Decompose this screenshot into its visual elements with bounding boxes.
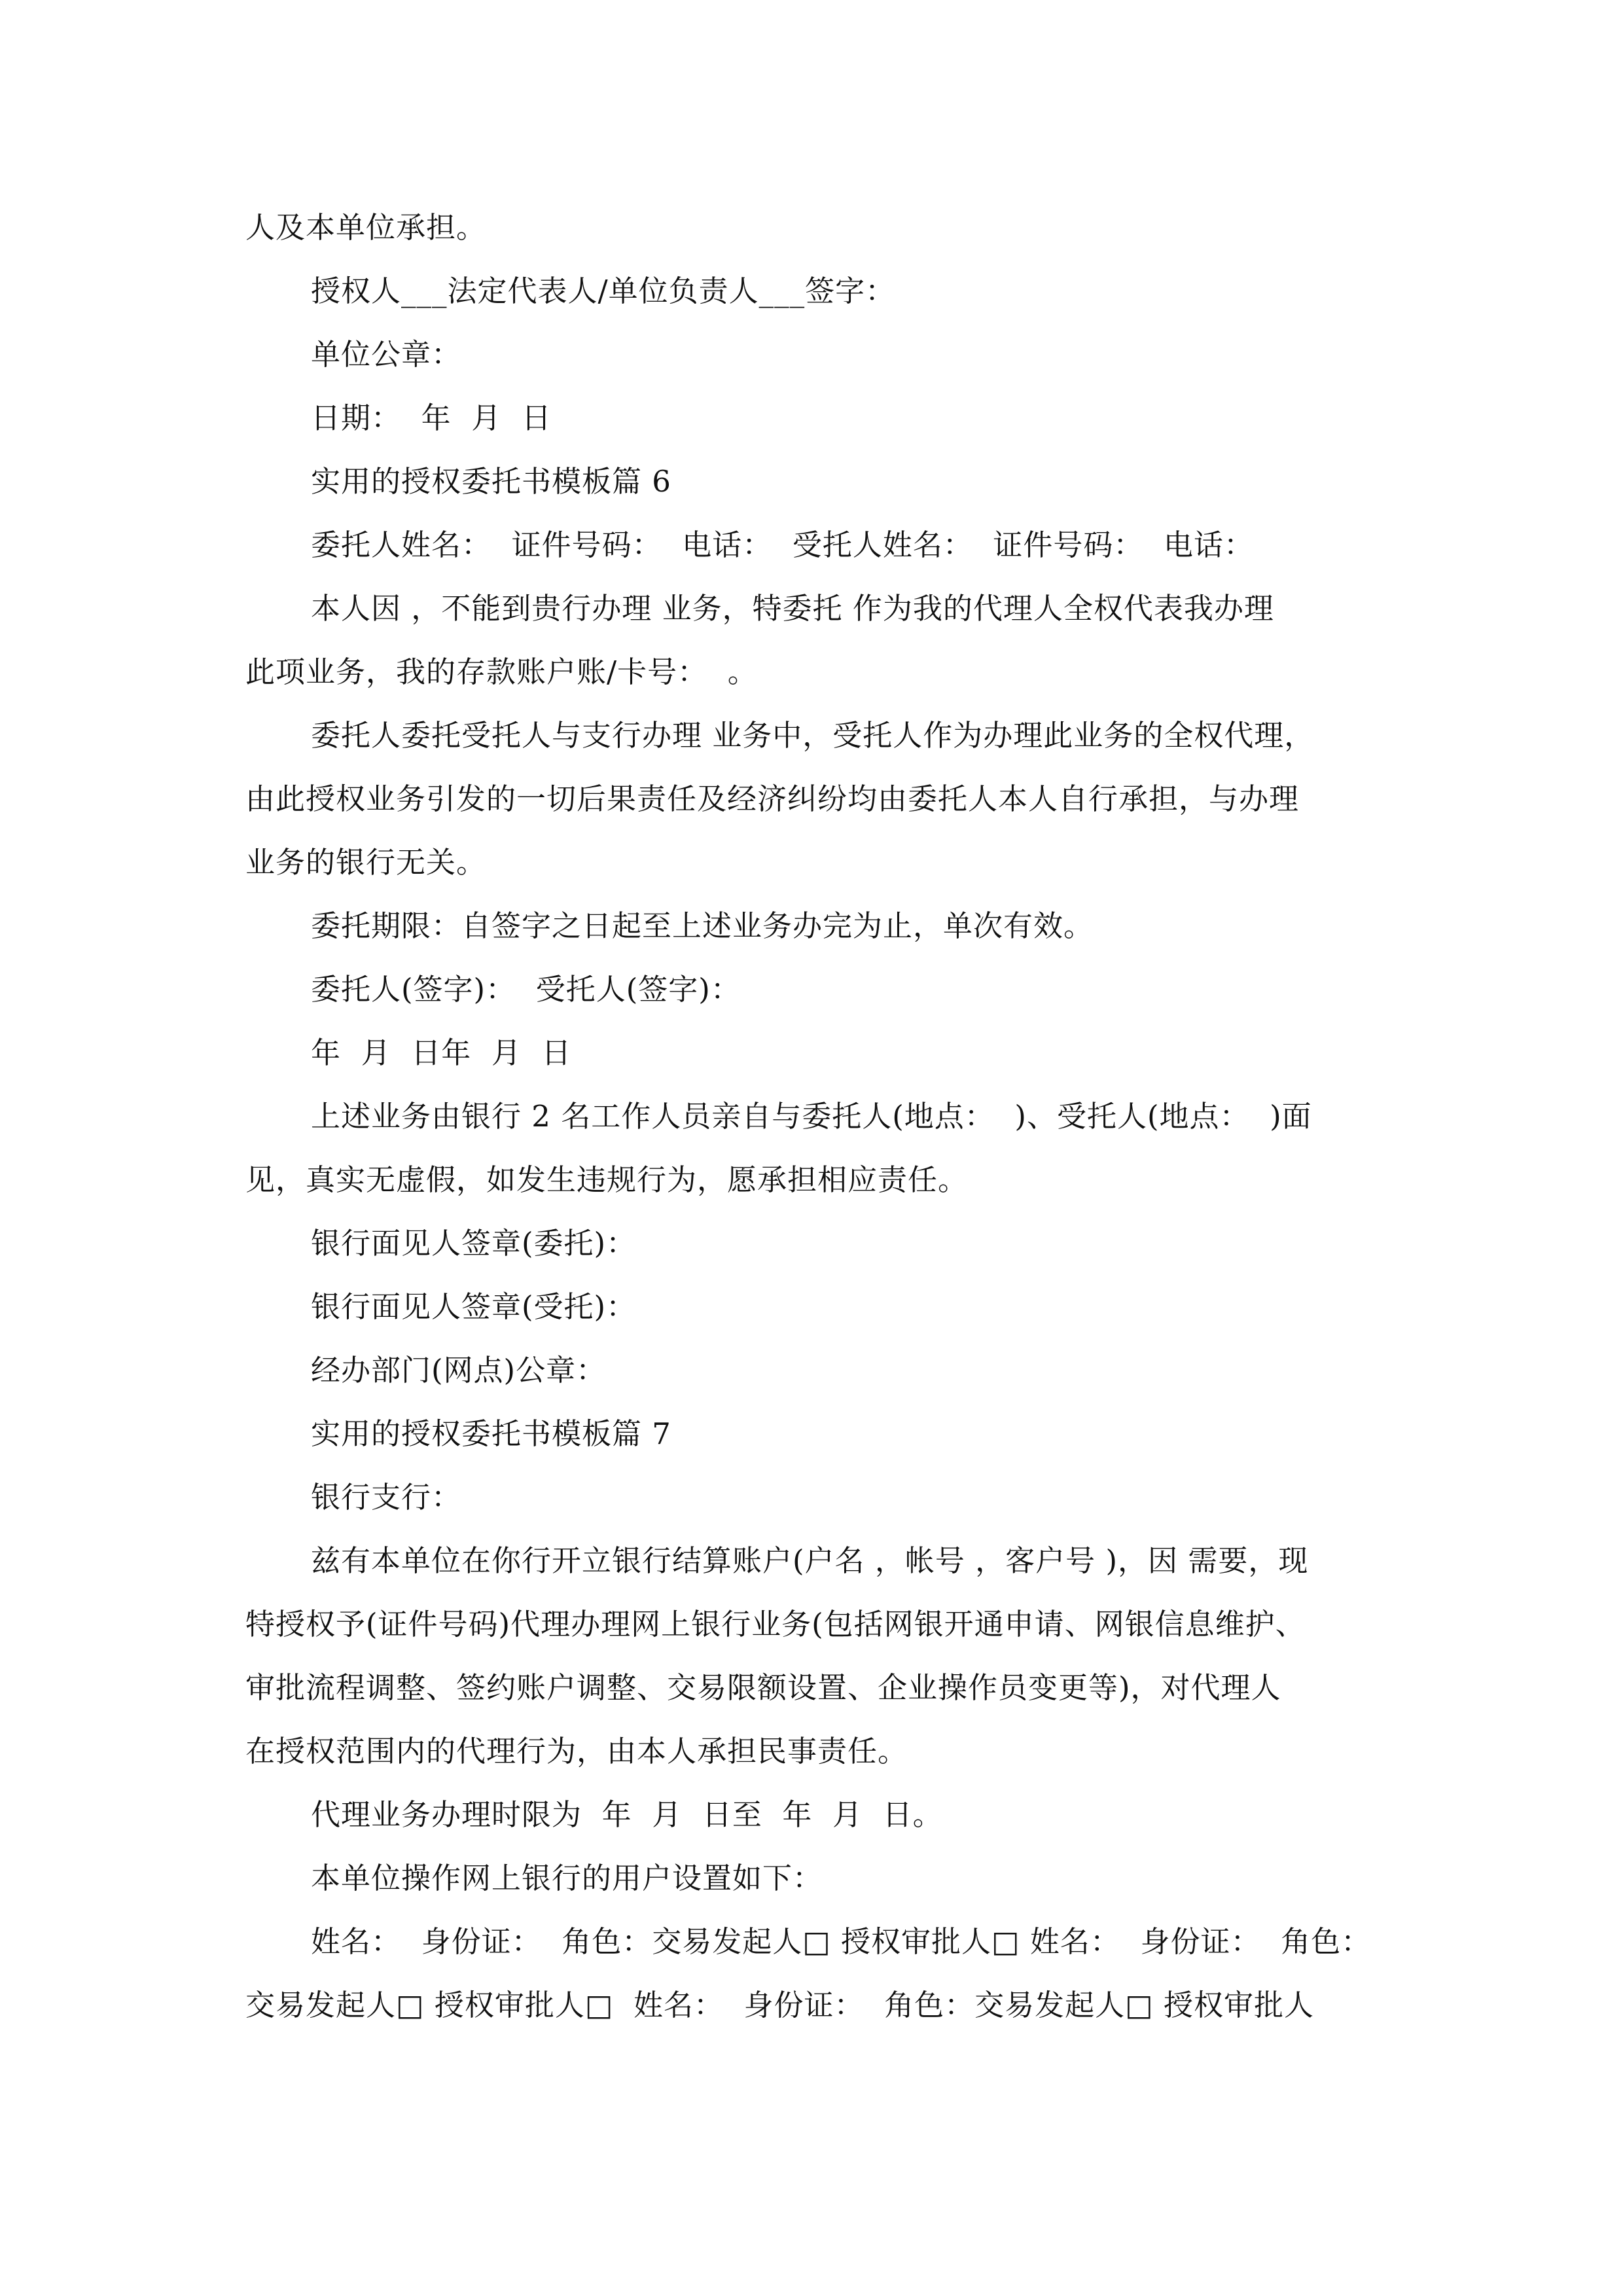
- text-line: 委托人姓名： 证件号码： 电话： 受托人姓名： 证件号码： 电话：: [311, 528, 1255, 562]
- text-line: 本单位操作网上银行的用户设置如下：: [311, 1861, 823, 1895]
- text-line: 单位公章：: [311, 337, 462, 372]
- text-line: 姓名： 身份证： 角色：交易发起人□ 授权审批人□ 姓名： 身份证： 角色：: [311, 1924, 1372, 1959]
- text-line: 业务的银行无关。: [245, 845, 487, 880]
- text-line: 银行支行：: [311, 1480, 462, 1515]
- section-heading: 实用的授权委托书模板篇 6: [311, 464, 671, 499]
- text-line: 委托人(签字)： 受托人(签字)：: [311, 972, 741, 1007]
- text-line: 兹有本单位在你行开立银行结算账户(户名 ，帐号 ，客户号 )，因 需要，现: [311, 1543, 1309, 1578]
- text-line: 银行面见人签章(委托)：: [311, 1226, 637, 1261]
- text-line: 委托人委托受托人与支行办理 业务中，受托人作为办理此业务的全权代理，: [311, 718, 1315, 753]
- text-line: 授权人___法定代表人/单位负责人___签字：: [311, 274, 896, 308]
- text-line: 年 月 日年 月 日: [311, 1035, 572, 1070]
- text-line: 银行面见人签章(受托)：: [311, 1289, 637, 1324]
- text-line: 人及本单位承担。: [245, 210, 487, 245]
- text-line: 上述业务由银行 2 名工作人员亲自与委托人(地点： )、受托人(地点： )面: [311, 1099, 1312, 1134]
- text-line: 此项业务，我的存款账户账/卡号： 。: [245, 655, 758, 689]
- text-line: 日期： 年 月 日: [311, 401, 552, 435]
- text-line: 见，真实无虚假，如发生违规行为，愿承担相应责任。: [245, 1162, 969, 1197]
- text-line: 审批流程调整、签约账户调整、交易限额设置、企业操作员变更等)，对代理人: [245, 1670, 1281, 1705]
- text-line: 代理业务办理时限为 年 月 日至 年 月 日。: [311, 1797, 943, 1832]
- text-line: 交易发起人□ 授权审批人□ 姓名： 身份证： 角色：交易发起人□ 授权审批人: [245, 1988, 1314, 2022]
- text-line: 由此授权业务引发的一切后果责任及经济纠纷均由委托人本人自行承担，与办理: [245, 781, 1300, 816]
- text-line: 本人因 ，不能到贵行办理 业务，特委托 作为我的代理人全权代表我办理: [311, 591, 1274, 626]
- text-line: 特授权予(证件号码)代理办理网上银行业务(包括网银开通申请、网银信息维护、: [245, 1607, 1306, 1641]
- section-heading: 实用的授权委托书模板篇 7: [311, 1416, 671, 1451]
- text-line: 在授权范围内的代理行为，由本人承担民事责任。: [245, 1734, 908, 1768]
- text-line: 委托期限：自签字之日起至上述业务办完为止，单次有效。: [311, 908, 1094, 943]
- text-line: 经办部门(网点)公章：: [311, 1353, 607, 1388]
